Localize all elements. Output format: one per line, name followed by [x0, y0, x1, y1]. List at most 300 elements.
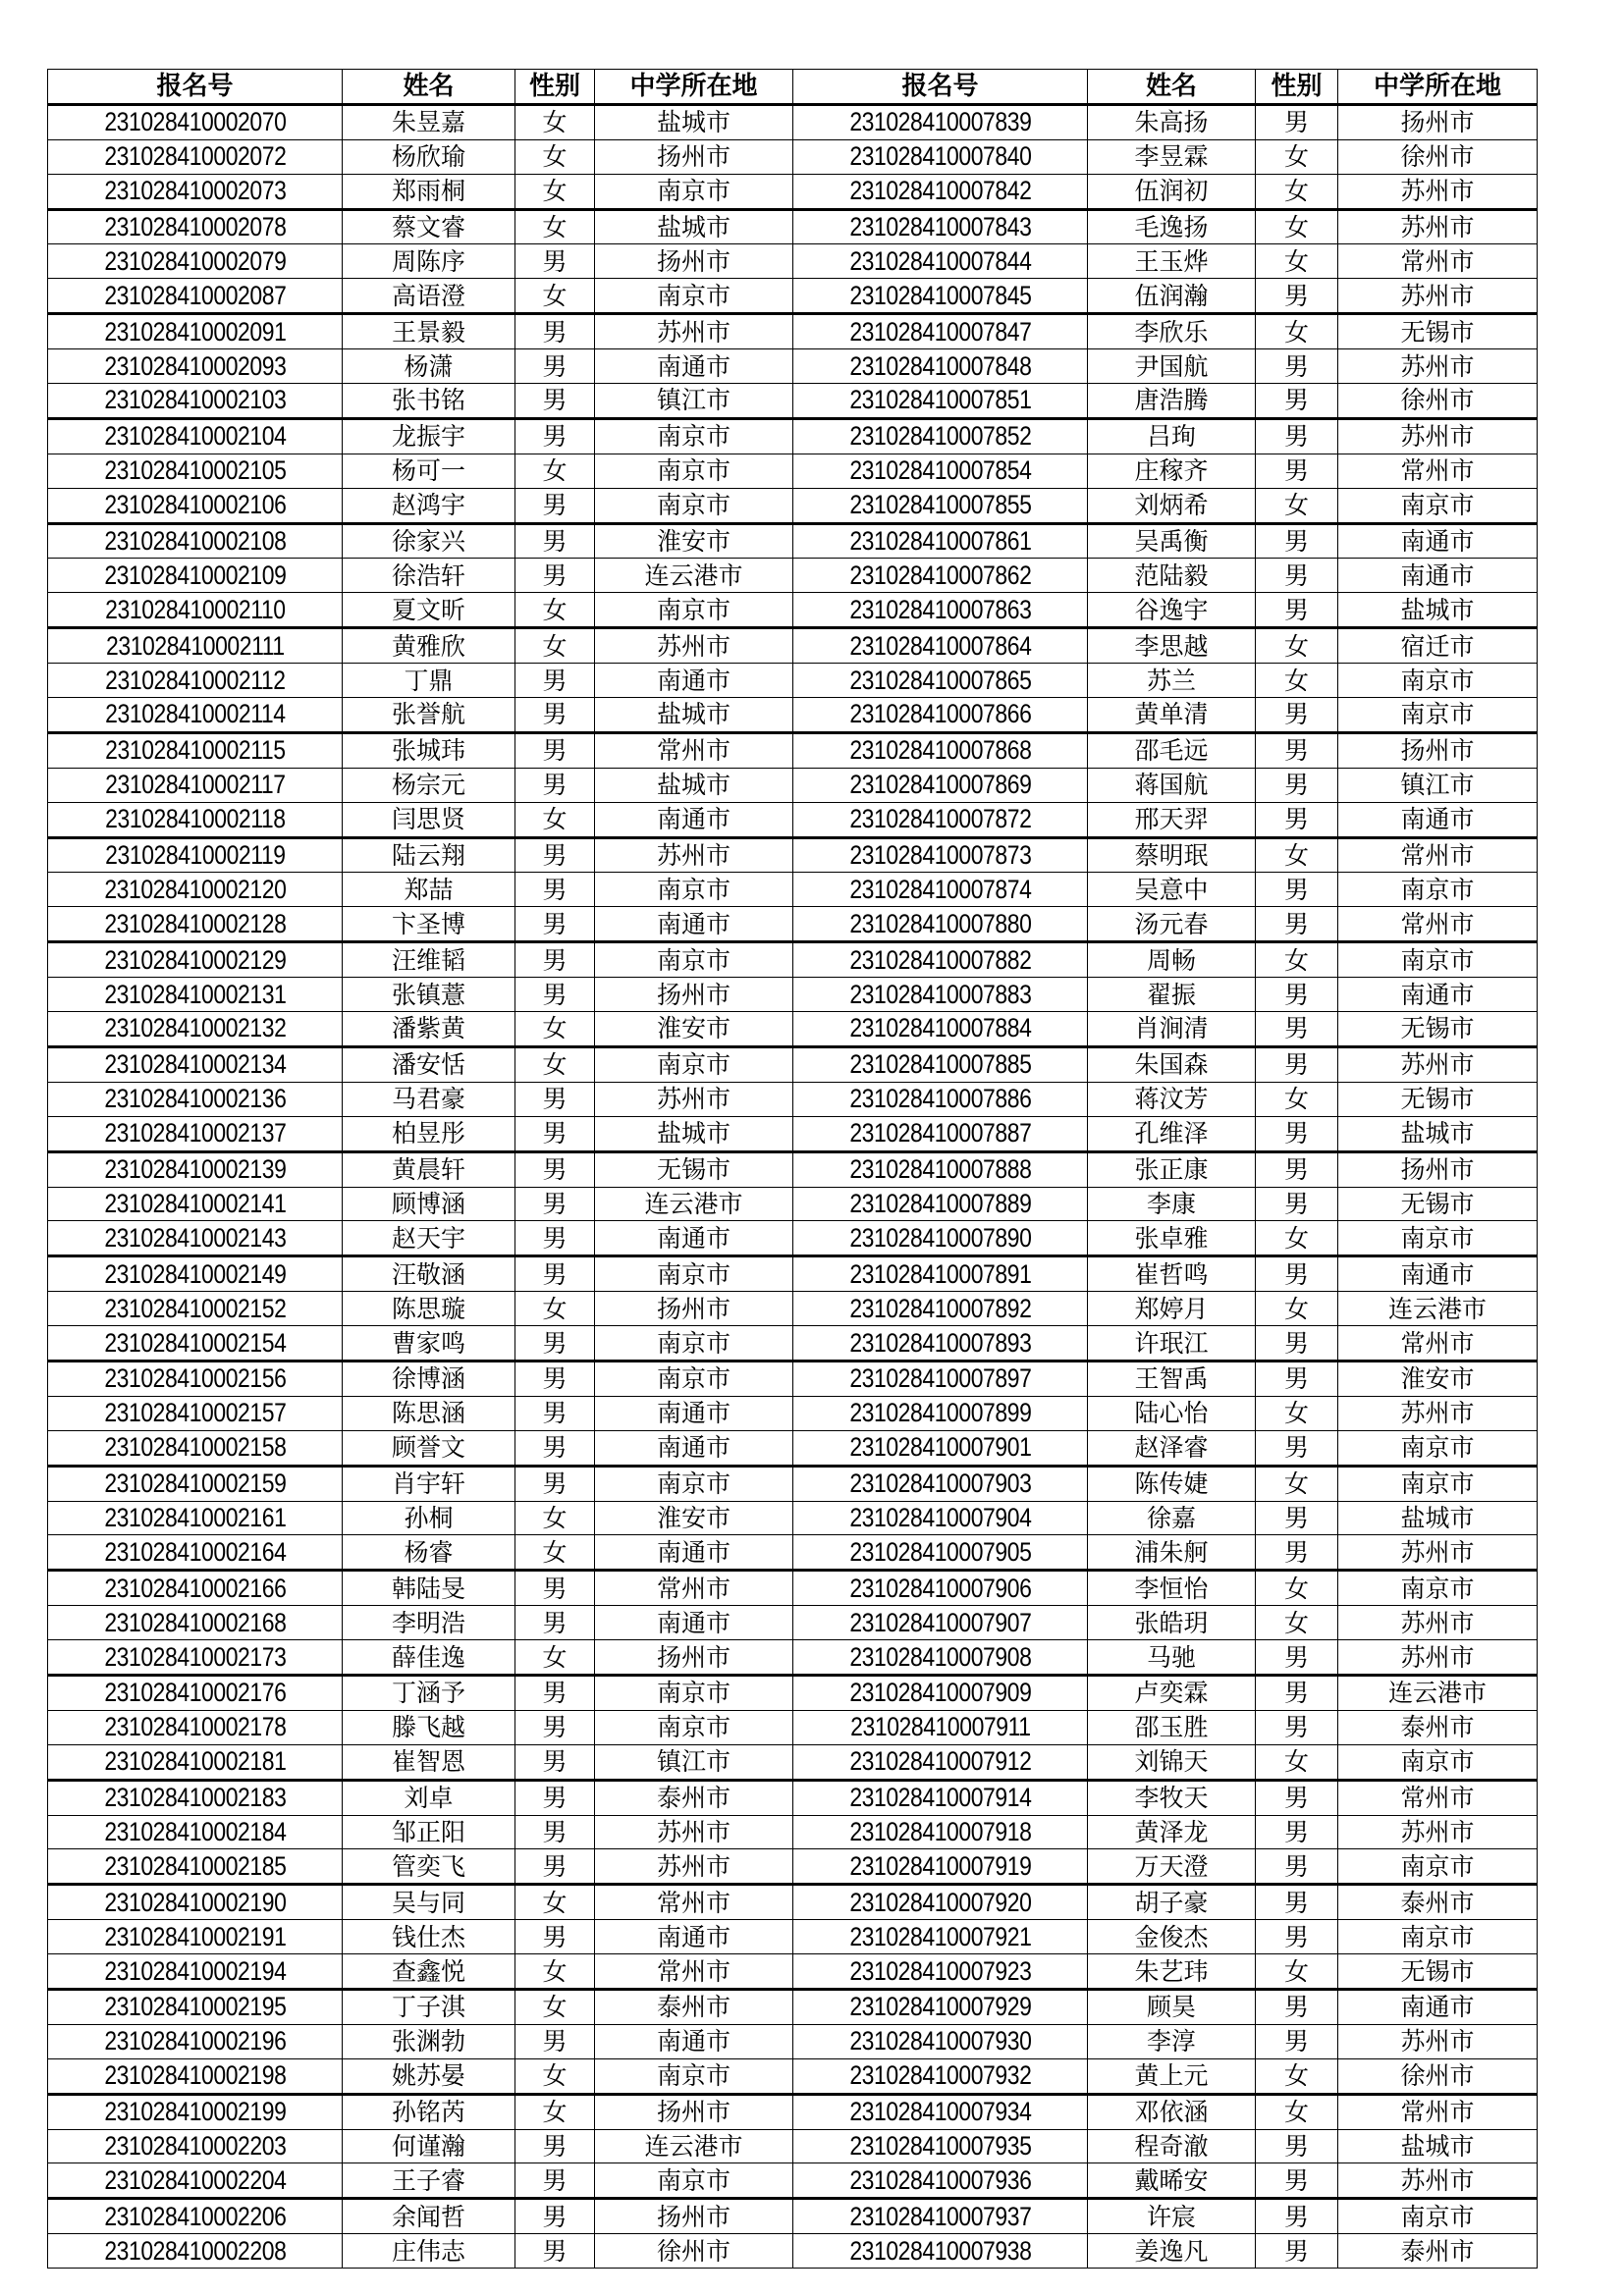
name-cell: 邢天羿 [1088, 802, 1256, 837]
registration-number-text: 231028410007909 [848, 1678, 1032, 1708]
table-row [48, 1640, 1538, 1676]
name-cell: 丁鼎 [343, 664, 515, 698]
school-location-cell: 苏州市 [1338, 418, 1538, 454]
registration-number-text: 231028410002194 [103, 1955, 287, 1986]
registration-number-text: 231028410002203 [103, 2130, 287, 2161]
school-location-cell: 徐州市 [1338, 384, 1538, 419]
registration-number-text: 231028410007864 [848, 630, 1032, 661]
registration-number-text: 231028410002161 [103, 1502, 287, 1532]
school-location-cell: 连云港市 [595, 2129, 793, 2163]
registration-number-text: 231028410002159 [103, 1468, 287, 1499]
registration-number-cell [793, 488, 1088, 523]
registration-number-text: 231028410002199 [103, 2097, 287, 2127]
gender-cell: 男 [1256, 802, 1338, 837]
gender-cell: 女 [1256, 1954, 1338, 1990]
registration-number-cell [793, 1221, 1088, 1256]
table-row [48, 523, 1538, 559]
school-location-cell: 苏州市 [1338, 2024, 1538, 2058]
registration-number-text: 231028410007861 [848, 526, 1032, 557]
gender-cell: 男 [515, 1082, 595, 1116]
registration-number-text: 231028410002166 [103, 1573, 287, 1603]
name-cell: 蒋国航 [1088, 768, 1256, 802]
registration-number-text: 231028410007865 [848, 665, 1032, 695]
registration-number-text: 231028410007874 [848, 874, 1032, 904]
school-location-cell: 南京市 [595, 942, 793, 978]
registration-number-text: 231028410007845 [848, 280, 1032, 310]
registration-number-text: 231028410007883 [848, 979, 1032, 1009]
registration-number-cell [793, 2024, 1088, 2058]
name-cell: 张书铭 [343, 384, 515, 419]
school-location-cell: 扬州市 [595, 244, 793, 279]
gender-cell: 女 [1256, 314, 1338, 349]
registration-number-text: 231028410002132 [103, 1013, 287, 1043]
registration-number-text: 231028410007884 [848, 1013, 1032, 1043]
registration-number-cell [48, 1885, 343, 1920]
name-cell: 张誉航 [343, 698, 515, 733]
name-cell: 崔智恩 [343, 1744, 515, 1780]
table-row [48, 1466, 1538, 1501]
name-cell: 李淳 [1088, 2024, 1256, 2058]
school-location-cell: 南京市 [595, 1466, 793, 1501]
school-location-cell: 扬州市 [595, 1292, 793, 1326]
registration-number-cell [793, 2199, 1088, 2234]
table-row [48, 1361, 1538, 1396]
registration-number-text: 231028410007897 [848, 1363, 1032, 1394]
registration-number-cell [793, 1361, 1088, 1396]
name-cell: 吴禹衡 [1088, 523, 1256, 559]
name-cell: 毛逸扬 [1088, 209, 1256, 244]
gender-cell: 女 [1256, 244, 1338, 279]
gender-cell: 男 [515, 1466, 595, 1501]
registration-number-text: 231028410002134 [103, 1049, 287, 1080]
gender-cell: 男 [1256, 1046, 1338, 1082]
registration-number-cell [793, 593, 1088, 628]
school-location-cell: 南通市 [1338, 1256, 1538, 1292]
name-cell: 查鑫悦 [343, 1954, 515, 1990]
name-cell: 孙铭芮 [343, 2094, 515, 2129]
registration-number-cell [48, 628, 343, 664]
registration-number-text: 231028410007937 [848, 2201, 1032, 2231]
registration-number-text: 231028410007855 [848, 490, 1032, 520]
registration-number-cell [48, 1989, 343, 2024]
gender-cell: 男 [515, 349, 595, 384]
registration-number-cell [48, 1675, 343, 1710]
name-cell: 黄晨轩 [343, 1151, 515, 1187]
school-location-cell: 苏州市 [595, 1815, 793, 1849]
table-row [48, 418, 1538, 454]
school-location-cell: 南通市 [1338, 559, 1538, 593]
name-cell: 徐博涵 [343, 1361, 515, 1396]
table-row [48, 1292, 1538, 1326]
name-cell: 肖宇轩 [343, 1466, 515, 1501]
name-cell: 张皓玥 [1088, 1606, 1256, 1640]
table-row [48, 2199, 1538, 2234]
registration-number-text: 231028410007866 [848, 699, 1032, 729]
school-location-cell: 镇江市 [595, 1744, 793, 1780]
registration-number-cell [793, 139, 1088, 174]
name-cell: 夏文昕 [343, 593, 515, 628]
registration-number-cell [793, 1640, 1088, 1676]
gender-cell: 男 [515, 1361, 595, 1396]
gender-cell: 女 [1256, 174, 1338, 209]
registration-number-cell [48, 1430, 343, 1466]
table-row [48, 732, 1538, 768]
school-location-cell: 南京市 [595, 1361, 793, 1396]
registration-number-cell [48, 209, 343, 244]
school-location-cell: 连云港市 [595, 1187, 793, 1221]
school-location-cell: 盐城市 [1338, 593, 1538, 628]
registration-number-cell [48, 1710, 343, 1744]
gender-cell: 男 [515, 2129, 595, 2163]
registration-number-text: 231028410007936 [848, 2164, 1032, 2195]
registration-number-cell [793, 279, 1088, 314]
name-cell: 丁涵予 [343, 1675, 515, 1710]
gender-cell: 女 [515, 1501, 595, 1535]
name-cell: 赵鸿宇 [343, 488, 515, 523]
registration-number-cell [48, 1815, 343, 1849]
registration-number-cell [48, 1954, 343, 1990]
gender-cell: 男 [515, 244, 595, 279]
registration-number-text: 231028410007906 [848, 1573, 1032, 1603]
registration-number-text: 231028410007923 [848, 1955, 1032, 1986]
gender-cell: 男 [515, 488, 595, 523]
registration-number-cell [48, 802, 343, 837]
registration-number-cell [793, 1256, 1088, 1292]
gender-cell: 男 [1256, 2163, 1338, 2199]
school-location-cell: 南京市 [595, 1675, 793, 1710]
registration-number-text: 231028410002106 [103, 490, 287, 520]
name-cell: 韩陆旻 [343, 1571, 515, 1606]
registration-number-cell [48, 488, 343, 523]
table-row [48, 1675, 1538, 1710]
registration-number-cell [48, 104, 343, 139]
registration-number-text: 231028410007930 [848, 2026, 1032, 2056]
gender-cell: 女 [1256, 139, 1338, 174]
registration-number-cell [48, 1292, 343, 1326]
gender-cell: 男 [515, 698, 595, 733]
registration-number-cell [48, 2199, 343, 2234]
gender-cell: 女 [515, 454, 595, 488]
name-cell: 胡子豪 [1088, 1885, 1256, 1920]
registration-number-cell [793, 314, 1088, 349]
school-location-cell: 常州市 [1338, 244, 1538, 279]
school-location-cell: 南京市 [595, 1326, 793, 1362]
name-cell: 闫思贤 [343, 802, 515, 837]
school-location-cell: 南通市 [595, 1396, 793, 1430]
gender-cell: 女 [1256, 1221, 1338, 1256]
school-location-cell: 常州市 [1338, 2094, 1538, 2129]
gender-cell: 男 [1256, 978, 1338, 1012]
school-location-cell: 南通市 [595, 1430, 793, 1466]
school-location-cell: 扬州市 [595, 2094, 793, 2129]
registration-number-cell [48, 1571, 343, 1606]
registration-number-cell [793, 802, 1088, 837]
gender-cell: 女 [1256, 488, 1338, 523]
school-location-cell: 南京市 [595, 593, 793, 628]
registration-number-cell [48, 2024, 343, 2058]
gender-cell: 女 [515, 628, 595, 664]
registration-number-cell [793, 1989, 1088, 2024]
school-location-cell: 苏州市 [1338, 1396, 1538, 1430]
registration-number-text: 231028410007907 [848, 1607, 1032, 1637]
registration-number-text: 231028410002118 [104, 804, 286, 834]
school-location-cell: 泰州市 [1338, 1710, 1538, 1744]
name-cell: 薛佳逸 [343, 1640, 515, 1676]
registration-number-text: 231028410007908 [848, 1641, 1032, 1672]
name-cell: 黄雅欣 [343, 628, 515, 664]
registration-number-text: 231028410007921 [848, 1921, 1032, 1951]
registration-number-text: 231028410007886 [848, 1084, 1032, 1114]
gender-cell: 男 [515, 1815, 595, 1849]
name-cell: 徐浩轩 [343, 559, 515, 593]
school-location-cell: 南通市 [595, 664, 793, 698]
table-row [48, 802, 1538, 837]
name-cell: 李昱霖 [1088, 139, 1256, 174]
registration-number-cell [48, 1116, 343, 1151]
name-cell: 吴意中 [1088, 873, 1256, 907]
table-row [48, 1989, 1538, 2024]
name-cell: 许宸 [1088, 2199, 1256, 2234]
school-location-cell: 无锡市 [1338, 1954, 1538, 1990]
school-location-cell: 镇江市 [595, 384, 793, 419]
school-location-cell: 南通市 [595, 2024, 793, 2058]
gender-cell: 男 [1256, 1849, 1338, 1885]
admission-list-table [47, 69, 1538, 2269]
registration-number-text: 231028410007844 [848, 245, 1032, 276]
school-location-cell: 宿迁市 [1338, 628, 1538, 664]
registration-number-cell [48, 593, 343, 628]
name-cell: 陆心怡 [1088, 1396, 1256, 1430]
name-cell: 卢奕霖 [1088, 1675, 1256, 1710]
header-school-location: 中学所在地 [595, 70, 793, 105]
name-cell: 朱艺玮 [1088, 1954, 1256, 1990]
school-location-cell: 南京市 [1338, 664, 1538, 698]
registration-number-text: 231028410007903 [848, 1468, 1032, 1499]
school-location-cell: 南京市 [1338, 2199, 1538, 2234]
registration-number-text: 231028410007904 [848, 1502, 1032, 1532]
registration-number-text: 231028410002079 [103, 245, 287, 276]
table-row [48, 1046, 1538, 1082]
name-cell: 马驰 [1088, 1640, 1256, 1676]
name-cell: 王智禹 [1088, 1361, 1256, 1396]
registration-number-text: 231028410007839 [848, 107, 1032, 137]
registration-number-text: 231028410007842 [848, 176, 1032, 206]
school-location-cell: 南通市 [595, 349, 793, 384]
registration-number-cell [793, 209, 1088, 244]
gender-cell: 男 [1256, 279, 1338, 314]
registration-number-text: 231028410002154 [103, 1327, 287, 1358]
registration-number-cell [793, 2094, 1088, 2129]
gender-cell: 女 [515, 1885, 595, 1920]
name-cell: 朱国森 [1088, 1046, 1256, 1082]
name-cell: 谷逸宇 [1088, 593, 1256, 628]
gender-cell: 女 [515, 1012, 595, 1047]
registration-number-text: 231028410007854 [848, 455, 1032, 486]
name-cell: 李康 [1088, 1187, 1256, 1221]
registration-number-cell [793, 1815, 1088, 1849]
gender-cell: 女 [515, 1292, 595, 1326]
school-location-cell: 南京市 [595, 1046, 793, 1082]
registration-number-cell [793, 1151, 1088, 1187]
school-location-cell: 常州市 [595, 732, 793, 768]
registration-number-text: 231028410002137 [103, 1118, 287, 1148]
gender-cell: 女 [515, 1989, 595, 2024]
name-cell: 翟振 [1088, 978, 1256, 1012]
name-cell: 苏兰 [1088, 664, 1256, 698]
name-cell: 孔维泽 [1088, 1116, 1256, 1151]
registration-number-text: 231028410002072 [103, 141, 287, 172]
registration-number-cell [48, 174, 343, 209]
table-row [48, 837, 1538, 873]
name-cell: 庄伟志 [343, 2234, 515, 2269]
gender-cell: 男 [1256, 1012, 1338, 1047]
table-row [48, 2234, 1538, 2269]
school-location-cell: 常州市 [595, 1571, 793, 1606]
name-cell: 吴与同 [343, 1885, 515, 1920]
name-cell: 汪维韬 [343, 942, 515, 978]
table-row [48, 349, 1538, 384]
registration-number-cell [793, 1780, 1088, 1815]
name-cell: 刘锦天 [1088, 1744, 1256, 1780]
school-location-cell: 南京市 [1338, 942, 1538, 978]
gender-cell: 女 [515, 2094, 595, 2129]
registration-number-cell [48, 418, 343, 454]
school-location-cell: 扬州市 [595, 2199, 793, 2234]
table-row [48, 209, 1538, 244]
registration-number-text: 231028410002196 [103, 2026, 287, 2056]
gender-cell: 男 [515, 1221, 595, 1256]
school-location-cell: 盐城市 [595, 698, 793, 733]
table-row [48, 698, 1538, 733]
gender-cell: 男 [515, 1430, 595, 1466]
registration-number-text: 231028410007932 [848, 2060, 1032, 2091]
gender-cell: 女 [1256, 1744, 1338, 1780]
registration-number-cell [48, 1744, 343, 1780]
school-location-cell: 南京市 [1338, 1430, 1538, 1466]
school-location-cell: 扬州市 [595, 139, 793, 174]
table-row [48, 244, 1538, 279]
name-cell: 滕飞越 [343, 1710, 515, 1744]
gender-cell: 男 [1256, 732, 1338, 768]
name-cell: 潘紫黄 [343, 1012, 515, 1047]
header-name: 姓名 [1088, 70, 1256, 105]
registration-number-cell [793, 1012, 1088, 1047]
school-location-cell: 南京市 [1338, 1466, 1538, 1501]
school-location-cell: 常州市 [1338, 837, 1538, 873]
table-row [48, 1885, 1538, 1920]
name-cell: 邵玉胜 [1088, 1710, 1256, 1744]
registration-number-cell [793, 418, 1088, 454]
registration-number-text: 231028410002191 [103, 1921, 287, 1951]
name-cell: 余闻哲 [343, 2199, 515, 2234]
name-cell: 徐嘉 [1088, 1501, 1256, 1535]
registration-number-text: 231028410002157 [103, 1398, 287, 1428]
registration-number-cell [48, 1920, 343, 1954]
name-cell: 姜逸凡 [1088, 2234, 1256, 2269]
registration-number-cell [793, 2058, 1088, 2094]
table-row [48, 1535, 1538, 1571]
registration-number-cell [793, 1920, 1088, 1954]
name-cell: 蔡明珉 [1088, 837, 1256, 873]
registration-number-text: 231028410007851 [848, 385, 1032, 415]
school-location-cell: 徐州市 [595, 2234, 793, 2269]
registration-number-text: 231028410007935 [848, 2130, 1032, 2161]
registration-number-cell [793, 1849, 1088, 1885]
school-location-cell: 扬州市 [1338, 1151, 1538, 1187]
table-row [48, 1396, 1538, 1430]
table-row [48, 559, 1538, 593]
gender-cell: 男 [515, 942, 595, 978]
registration-number-text: 231028410007901 [848, 1432, 1032, 1463]
table-row [48, 1012, 1538, 1047]
registration-number-cell [793, 907, 1088, 942]
registration-number-text: 231028410002091 [103, 316, 287, 347]
school-location-cell: 盐城市 [1338, 2129, 1538, 2163]
registration-number-cell [793, 1710, 1088, 1744]
school-location-cell: 南通市 [595, 1221, 793, 1256]
name-cell: 张城玮 [343, 732, 515, 768]
registration-number-text: 231028410007905 [848, 1536, 1032, 1567]
registration-number-text: 231028410002128 [103, 908, 287, 938]
registration-number-text: 231028410002198 [103, 2060, 287, 2091]
registration-number-text: 231028410007914 [848, 1783, 1032, 1813]
gender-cell: 男 [1256, 1885, 1338, 1920]
registration-number-text: 231028410002149 [103, 1258, 287, 1289]
registration-number-text: 231028410007918 [848, 1816, 1032, 1846]
registration-number-cell [48, 244, 343, 279]
gender-cell: 女 [1256, 1292, 1338, 1326]
gender-cell: 男 [515, 1849, 595, 1885]
name-cell: 孙桐 [343, 1501, 515, 1535]
registration-number-text: 231028410002156 [103, 1363, 287, 1394]
registration-number-text: 231028410002110 [104, 594, 286, 624]
registration-number-cell [48, 698, 343, 733]
registration-number-cell [48, 768, 343, 802]
table-row [48, 664, 1538, 698]
gender-cell: 女 [1256, 2094, 1338, 2129]
name-cell: 肖涧清 [1088, 1012, 1256, 1047]
registration-number-text: 231028410002143 [103, 1222, 287, 1253]
table-row [48, 1082, 1538, 1116]
name-cell: 顾誉文 [343, 1430, 515, 1466]
gender-cell: 男 [1256, 907, 1338, 942]
name-cell: 伍润瀚 [1088, 279, 1256, 314]
registration-number-cell [793, 1535, 1088, 1571]
school-location-cell: 扬州市 [595, 978, 793, 1012]
registration-number-text: 231028410002120 [103, 874, 287, 904]
registration-number-cell [48, 907, 343, 942]
registration-number-cell [793, 104, 1088, 139]
registration-number-text: 231028410007873 [848, 840, 1032, 871]
school-location-cell: 南京市 [595, 174, 793, 209]
table-row [48, 942, 1538, 978]
school-location-cell: 无锡市 [1338, 1012, 1538, 1047]
school-location-cell: 淮安市 [595, 1012, 793, 1047]
gender-cell: 女 [1256, 628, 1338, 664]
table-row [48, 139, 1538, 174]
name-cell: 刘炳希 [1088, 488, 1256, 523]
registration-number-text: 231028410007862 [848, 560, 1032, 590]
registration-number-text: 231028410002173 [103, 1641, 287, 1672]
name-cell: 陆云翔 [343, 837, 515, 873]
registration-number-cell [793, 523, 1088, 559]
table-row [48, 2094, 1538, 2129]
gender-cell: 男 [1256, 1361, 1338, 1396]
registration-number-text: 231028410007863 [848, 594, 1032, 624]
gender-cell: 男 [515, 837, 595, 873]
header-gender: 性别 [515, 70, 595, 105]
table-row [48, 768, 1538, 802]
